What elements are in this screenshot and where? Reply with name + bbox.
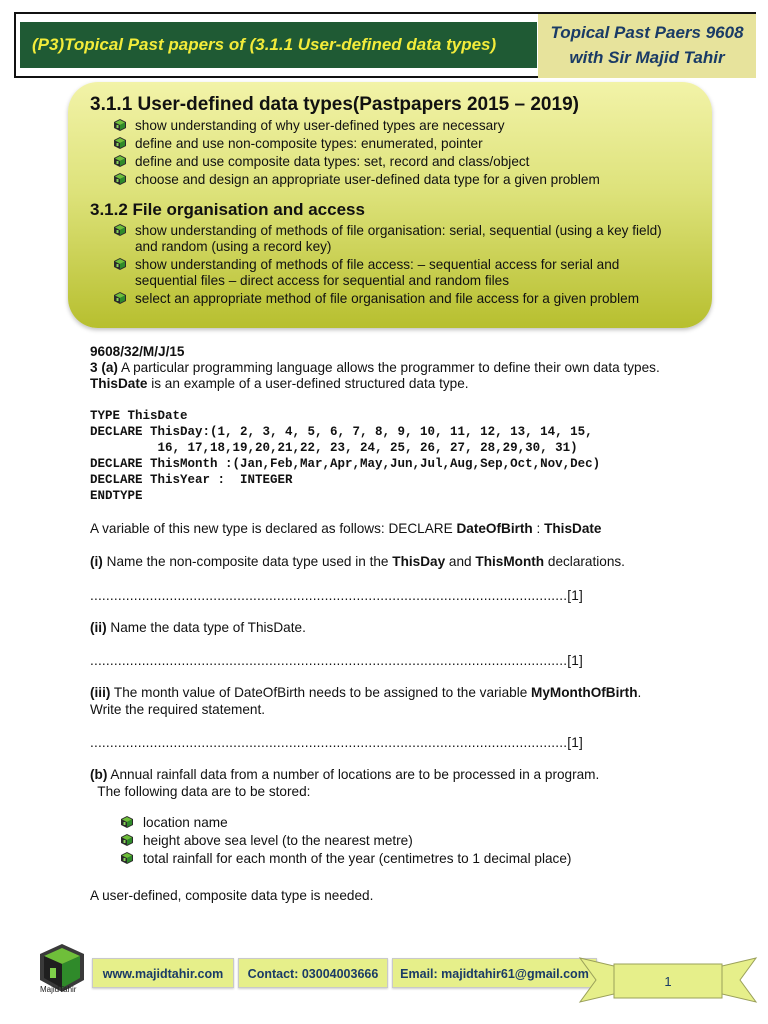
part-b-list — [120, 814, 571, 868]
question-intro-line2 — [90, 376, 469, 392]
part-i-label: (i) — [90, 554, 103, 569]
header-series-line2: with Sir Majid Tahir — [569, 48, 725, 67]
part-iii-label: (iii) — [90, 685, 111, 700]
book-bullet-icon — [113, 118, 127, 132]
book-bullet-icon — [113, 291, 127, 305]
declare-sep: : — [532, 521, 545, 536]
data-item — [120, 832, 571, 850]
part-i-text-b: and — [445, 554, 476, 569]
declare-text: A variable of this new type is declared as follows: DECLARE — [90, 521, 457, 536]
data-item-text: height above sea level (to the nearest metre) — [143, 833, 413, 848]
answer-line-i[interactable]: ........................................................................................................................[1] — [90, 588, 583, 603]
syllabus-list-2 — [108, 223, 688, 309]
answer-line-ii[interactable]: ........................................................................................................................[1] — [90, 653, 583, 668]
code-line: DECLARE ThisDay:(1, 2, 3, 4, 5, 6, 7, 8, 9, 10, 11, 12, 13, 14, 15, — [90, 425, 593, 439]
syllabus-item — [108, 172, 688, 188]
part-iii-line2: Write the required statement. — [90, 702, 266, 717]
page-number: 1 — [664, 974, 672, 989]
footer-contact: Contact: 03004003666 — [238, 958, 388, 988]
code-line: DECLARE ThisYear : INTEGER — [90, 473, 293, 487]
part-i-bold-2: ThisMonth — [475, 554, 545, 569]
answer-line-iii[interactable]: ........................................................................................................................[1] — [90, 735, 583, 750]
part-b-line2: The following data are to be stored: — [90, 784, 311, 799]
part-b — [90, 767, 599, 783]
data-item — [120, 814, 571, 832]
question-number: 3 (a) — [90, 360, 118, 375]
syllabus-item-text: show understanding of why user-defined types are necessary — [135, 118, 505, 133]
page-header — [14, 12, 756, 78]
book-bullet-icon — [113, 223, 127, 237]
syllabus-item-text: show understanding of methods of file organisation: serial, sequential (using a key field) — [135, 223, 662, 238]
syllabus-list-1 — [108, 118, 688, 190]
part-b-label: (b) — [90, 767, 108, 782]
syllabus-box — [68, 82, 712, 328]
part-iii-bold: MyMonthOfBirth — [531, 685, 638, 700]
syllabus-item-text: define and use non-composite types: enumerated, pointer — [135, 136, 483, 151]
declare-statement — [90, 521, 602, 537]
intro-bold: ThisDate — [90, 376, 148, 391]
page-number-ribbon — [578, 950, 758, 1008]
page-footer — [0, 938, 768, 1024]
syllabus-heading-1: 3.1.1 User-defined data types(Pastpapers 2015 – 2019) — [90, 94, 579, 115]
code-line: DECLARE ThisMonth :(Jan,Feb,Mar,Apr,May,Jun,Jul,Aug,Sep,Oct,Nov,Dec) — [90, 457, 601, 471]
part-i — [90, 554, 625, 570]
syllabus-item-text: select an appropriate method of file organisation and file access for a given problem — [135, 291, 640, 306]
book-bullet-icon — [120, 851, 134, 865]
intro-text: A particular programming language allows the programmer to define their own data types. — [117, 360, 660, 375]
part-i-bold-1: ThisDay — [392, 554, 446, 569]
pseudocode-block — [90, 408, 600, 504]
syllabus-item-text-cont: and random (using a record key) — [135, 239, 332, 254]
part-iii — [90, 685, 641, 701]
data-item-text: location name — [143, 815, 228, 830]
code-line: TYPE ThisDate — [90, 409, 188, 423]
header-series-title — [538, 14, 756, 78]
book-bullet-icon — [120, 833, 134, 847]
book-bullet-icon — [113, 154, 127, 168]
part-ii — [90, 620, 306, 636]
syllabus-item-text-cont: sequential files – direct access for sequential and random files — [135, 273, 510, 288]
footer-website[interactable]: www.majidtahir.com — [92, 958, 234, 988]
data-item — [120, 850, 571, 868]
footer-email[interactable]: Email: majidtahir61@gmail.com — [392, 958, 597, 988]
syllabus-item-text: show understanding of methods of file access: – sequential access for serial and — [135, 257, 620, 272]
syllabus-item-text: choose and design an appropriate user-defined data type for a given problem — [135, 172, 600, 187]
question-intro — [90, 360, 660, 376]
header-series-line1: Topical Past Paers 9608 — [550, 23, 744, 42]
syllabus-item — [108, 154, 688, 170]
part-ii-text: Name the data type of ThisDate. — [106, 620, 306, 635]
part-i-text-c: declarations. — [544, 554, 625, 569]
syllabus-item-text: define and use composite data types: set, record and class/object — [135, 154, 530, 169]
part-i-text-a: Name the non-composite data type used in the — [102, 554, 393, 569]
syllabus-item — [108, 118, 688, 134]
part-b-text: Annual rainfall data from a number of locations are to be processed in a program. — [107, 767, 600, 782]
logo-text: MajidTahir — [40, 985, 77, 994]
syllabus-item — [108, 223, 688, 255]
code-line: 16, 17,18,19,20,21,22, 23, 24, 25, 26, 27, 28,29,30, 31) — [90, 441, 578, 455]
book-bullet-icon — [113, 136, 127, 150]
code-line: ENDTYPE — [90, 489, 143, 503]
part-iii-text-a: The month value of DateOfBirth needs to be assigned to the variable — [110, 685, 532, 700]
closing-text: A user-defined, composite data type is needed. — [90, 888, 374, 903]
data-item-text: total rainfall for each month of the year (centimetres to 1 decimal place) — [143, 851, 572, 866]
part-iii-text-b: . — [637, 685, 642, 700]
book-bullet-icon — [113, 257, 127, 271]
paper-code: 9608/32/M/J/15 — [90, 344, 185, 359]
part-ii-label: (ii) — [90, 620, 107, 635]
header-title: (P3)Topical Past papers of (3.1.1 User-defined data types) — [20, 22, 537, 68]
intro-line2-text: is an example of a user-defined structured data type. — [147, 376, 469, 391]
syllabus-item — [108, 291, 688, 307]
syllabus-item — [108, 136, 688, 152]
syllabus-item — [108, 257, 688, 289]
declare-var: DateOfBirth — [456, 521, 533, 536]
declare-type: ThisDate — [544, 521, 602, 536]
book-bullet-icon — [120, 815, 134, 829]
syllabus-heading-2: 3.1.2 File organisation and access — [90, 200, 365, 219]
book-bullet-icon — [113, 172, 127, 186]
